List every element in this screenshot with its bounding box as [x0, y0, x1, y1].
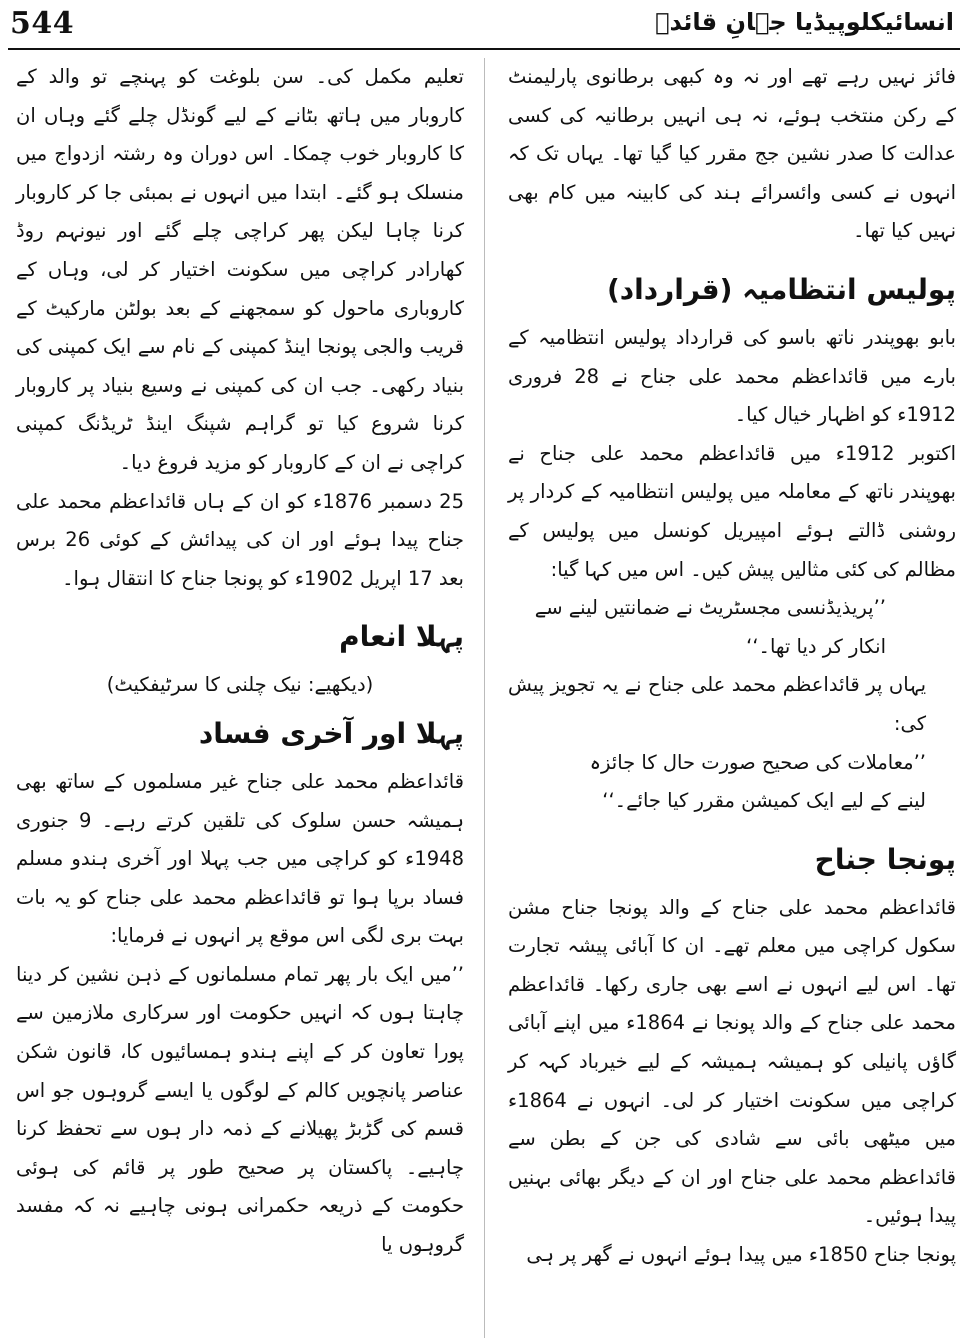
- paragraph: 25 دسمبر 1876ء کو ان کے ہاں قائداعظم محمد علی جناح پیدا ہوئے اور ان کی پیدائش کے کوئی 26 برس بعد 17 اپریل 1902ء کو پونجا جناح کا انتقال ہوا۔: [16, 489, 464, 590]
- paragraph: تعلیم مکمل کی۔ سن بلوغت کو پہنچے تو والد کے کاروبار میں ہاتھ بٹانے کے لیے گونڈل چلے گئے وہاں ان کا کاروبار خوب چمکا۔ اس دوران وہ رشتہ ازدواج میں منسلک ہو گئے۔ ابتدا میں انہوں نے بمبئی جا کر کاروبار کرنا چاہا لیکن پھر کراچی چلے گئے اور نیونہم روڈ کھارادر کراچی میں سکونت اختیار کر لی، وہاں کے کاروباری ماحول کو سمجھنے کے بعد بولٹن مارکیٹ کے قریب والجی پونجا اینڈ کمپنی کے نام سے ایک کمپنی کی بنیاد رکھی۔ جب ان کی کمپنی نے وسیع بنیاد پر کاروبار کرنا شروع کیا تو گراہم شپنگ اینڈ ٹریڈنگ کمپنی کراچی نے ان کے کاروبار کو مزید فروغ دیا۔: [16, 65, 464, 474]
- right-column: [508, 58, 956, 1275]
- section-heading-police: پولیس انتظامیہ (قرارداد): [607, 272, 956, 306]
- column-divider: [484, 58, 485, 1338]
- paragraph: فائز نہیں رہے تھے اور نہ وہ کبھی برطانوی پارلیمنٹ کے رکن منتخب ہوئے، نہ ہی انہیں برطانیہ کی کسی عدالت کا صدر نشین جج مقرر کیا گیا تھا۔ یہاں تک کہ انہوں نے کسی وائسرائے ہند کی کابینہ میں کام بھی نہیں کیا تھا۔: [508, 65, 956, 243]
- page-header: [0, 0, 968, 52]
- paragraph: اکتوبر 1912ء میں قائداعظم محمد علی جناح نے بھوپندر ناتھ کے معاملہ میں پولیس انتظامیہ کے کردار پر روشنی ڈالتے ہوئے امپیریل کونسل میں پولیس کے مظالم کی کئی مثالیں پیش کیں۔ اس میں کہا گیا:: [508, 441, 956, 581]
- section-heading-riot: پہلا اور آخری فساد: [198, 716, 464, 750]
- see-also-reference: (دیکھیے: نیک چلنی کا سرٹیفکیٹ): [106, 673, 374, 697]
- book-title: انسائیکلوپیڈیا جہانِ قائدؒ: [655, 8, 954, 36]
- quote: ’’میں ایک بار پھر تمام مسلمانوں کے ذہن نشین کر دینا چاہتا ہوں کہ انہیں حکومت اور سرکاری ملازمین سے پورا تعاون کر کے اپنے ہندو ہمسائیوں کا، قانون شکن عناصر پانچویں کالم کے لوگوں یا ایسے گروہوں جو اس قسم کی گڑبڑ پھیلانے کے ذمہ دار ہوں سے تحفظ کرنا چاہیے۔ پاکستان پر صحیح طور پر قائم کی ہوئی حکومت کے ذریعہ حکمرانی ہونی چاہیے نہ کہ مفسد گروہوں یا: [16, 962, 464, 1257]
- quote: ’’معاملات کی صحیح صورت حال کا جائزہ لینے کے لیے ایک کمیشن مقرر کیا جائے۔‘‘: [589, 750, 926, 813]
- section-heading-poonja: پونجا جناح: [814, 842, 956, 876]
- section-heading-first-award: پہلا انعام: [339, 620, 464, 654]
- paragraph: یہاں پر قائداعظم محمد علی جناح نے یہ تجویز پیش کی:: [508, 673, 926, 735]
- page-number: 544: [10, 6, 75, 41]
- paragraph: قائداعظم محمد علی جناح غیر مسلموں کے ساتھ بھی ہمیشہ حسن سلوک کی تلقین کرتے رہے۔ 9 جنوری 1948ء کو کراچی میں جب پہلا اور آخری ہندو مسلم فساد برپا ہوا تو قائداعظم محمد علی جناح کو یہ بات بہت بری لگی اس موقع پر انہوں نے فرمایا:: [16, 769, 465, 948]
- quote: ’’پریذیڈنسی مجسٹریٹ نے ضمانتیں لینے سے انکار کر دیا تھا۔‘‘: [534, 596, 886, 658]
- paragraph: قائداعظم محمد علی جناح کے والد پونجا جناح مشن سکول کراچی میں معلم تھے۔ ان کا آبائی پیشہ تجارت تھا۔ اس لیے انہوں نے اسے بھی جاری رکھا۔ قائداعظم محمد علی جناح کے والد پونجا نے 1864ء میں اپنے آبائی گاؤں پانیلی کو ہمیشہ ہمیشہ کے لیے خیرباد کہہ کر کراچی میں سکونت اختیار کر لی۔ انہوں نے 1864ء میں میٹھی بائی سے شادی کی جن کے بطن سے قائداعظم محمد علی جناح اور ان کے دیگر بھائی بہنیں پیدا ہوئیں۔: [508, 895, 956, 1228]
- left-column: [16, 58, 464, 1265]
- paragraph: پونجا جناح 1850ء میں پیدا ہوئے انہوں نے گھر پر ہی: [526, 1243, 956, 1267]
- paragraph: بابو بھوپندر ناتھ باسو کی قرارداد پولیس انتظامیہ کے بارے میں قائداعظم محمد علی جناح نے 28 فروری 1912ء کو اظہار خیال کیا۔: [508, 325, 956, 427]
- header-rule: [8, 48, 960, 50]
